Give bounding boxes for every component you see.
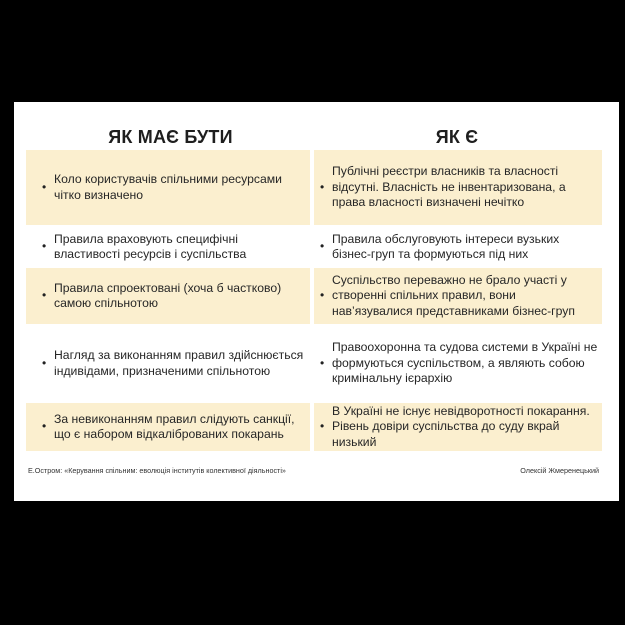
row-5-as-is-cell xyxy=(314,403,602,451)
bullet-icon: • xyxy=(320,288,325,303)
row-2-as-is-cell xyxy=(314,227,602,267)
row-1-should-be-cell xyxy=(26,150,310,225)
bullet-icon: • xyxy=(320,239,325,254)
row-5-should-be-cell xyxy=(26,403,310,451)
column-header-as-is: ЯК Є xyxy=(435,127,479,147)
footer-author: Олексій Жмеренецький xyxy=(520,466,599,475)
bullet-icon: • xyxy=(42,419,47,434)
row-2-should-be-cell xyxy=(26,227,310,267)
row-5-should-be-text: За невиконанням правил слідують санкції, що є набором відкаліброваних покарань xyxy=(54,411,295,441)
column-header-should-be: ЯК МАЄ БУТИ xyxy=(108,127,233,147)
bullet-icon: • xyxy=(320,355,325,370)
row-2-as-is-text: Правила обслуговують інтереси вузьких бізнес-груп та формуються під них xyxy=(332,231,560,261)
bullet-icon: • xyxy=(42,288,47,303)
row-3-should-be-text: Правила спроектовані (хоча б частково) самою спільнотою xyxy=(54,280,282,310)
row-1-as-is-cell xyxy=(314,150,602,225)
bullet-icon: • xyxy=(42,239,47,254)
row-5-as-is-text: В Україні не існує невідворотності покарання. Рівень довіри суспільства до суду вкрай низький xyxy=(332,403,590,449)
row-2-should-be-text: Правила враховують специфічні властивості ресурсів і суспільства xyxy=(54,231,247,261)
row-4-as-is-cell xyxy=(314,325,602,402)
bullet-icon: • xyxy=(320,179,325,194)
row-3-as-is-text: Суспільство переважно не брало участі у створенні спільних правил, вони нав’язувалися представниками бізнес-груп xyxy=(332,272,575,318)
footer-source: Е.Остром: «Керування спільним: еволюція інститутів колективної діяльності» xyxy=(28,466,286,475)
bullet-icon: • xyxy=(42,355,47,370)
row-4-should-be-cell xyxy=(26,325,310,402)
row-4-should-be-text: Нагляд за виконанням правил здійснюється індивідами, призначеними спільнотою xyxy=(54,348,304,378)
row-1-should-be-text: Коло користувачів спільними ресурсами чітко визначено xyxy=(54,172,282,202)
bullet-icon: • xyxy=(320,419,325,434)
row-3-as-is-cell xyxy=(314,268,602,324)
row-4-as-is-text: Правоохоронна та судова системи в Україні не формуються суспільством, а являють собою кримінальну ієрархію xyxy=(332,340,598,386)
row-3-should-be-cell xyxy=(26,268,310,324)
row-1-as-is-text: Публічні реєстри власників та власності відсутні. Власність не інвентаризована, а права власності визначені нечітко xyxy=(332,164,566,210)
bullet-icon: • xyxy=(42,179,47,194)
slide xyxy=(14,102,619,501)
